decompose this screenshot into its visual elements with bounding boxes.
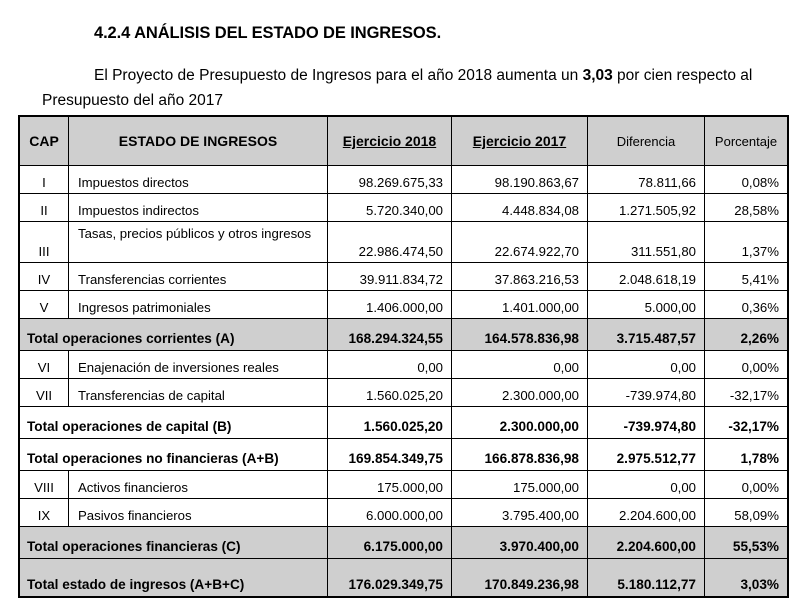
row-chapter-number: IX: [20, 499, 69, 527]
row-chapter-number: VII: [20, 379, 69, 407]
total-value-percentage: 2,26%: [705, 319, 788, 351]
row-value-percentage: 58,09%: [705, 499, 788, 527]
row-value-difference: -739.974,80: [588, 379, 705, 407]
row-description: Transferencias corrientes: [69, 263, 328, 291]
row-value-2018: 0,00: [328, 351, 452, 379]
table-row: [20, 291, 788, 319]
total-value-2018: 176.029.349,75: [328, 559, 452, 597]
row-value-2018: 98.269.675,33: [328, 166, 452, 194]
row-description: Impuestos indirectos: [69, 194, 328, 222]
row-value-percentage: 0,36%: [705, 291, 788, 319]
row-description: Impuestos directos: [69, 166, 328, 194]
total-value-2017: 170.849.236,98: [452, 559, 588, 597]
intro-text-part1: El Proyecto de Presupuesto de Ingresos para el año 2018 aumenta un: [94, 66, 583, 84]
row-value-2018: 175.000,00: [328, 471, 452, 499]
row-description: Enajenación de inversiones reales: [69, 351, 328, 379]
table-total-row: [20, 559, 788, 597]
column-header-year-2017-label: Ejercicio 2017: [472, 133, 567, 149]
table-total-row: [20, 319, 788, 351]
row-value-difference: 1.271.505,92: [588, 194, 705, 222]
row-value-2017: 1.401.000,00: [452, 291, 588, 319]
total-value-2017: 166.878.836,98: [452, 439, 588, 471]
table-total-row: [20, 439, 788, 471]
row-value-difference: 5.000,00: [588, 291, 705, 319]
row-chapter-number: V: [20, 291, 69, 319]
row-value-2018: 5.720.340,00: [328, 194, 452, 222]
total-row-label: Total operaciones no financieras (A+B): [20, 439, 328, 471]
row-chapter-number: VI: [20, 351, 69, 379]
total-value-2018: 168.294.324,55: [328, 319, 452, 351]
row-description: Ingresos patrimoniales: [69, 291, 328, 319]
row-description: Tasas, precios públicos y otros ingresos: [69, 222, 328, 263]
total-row-label: Total operaciones financieras (C): [20, 527, 328, 559]
table-row: [20, 263, 788, 291]
row-value-2017: 0,00: [452, 351, 588, 379]
table-total-row: [20, 527, 788, 559]
total-value-difference: 3.715.487,57: [588, 319, 705, 351]
row-value-difference: 0,00: [588, 471, 705, 499]
total-value-percentage: 3,03%: [705, 559, 788, 597]
total-value-percentage: -32,17%: [705, 407, 788, 439]
intro-paragraph: [42, 63, 770, 113]
row-value-2017: 2.300.000,00: [452, 379, 588, 407]
intro-highlight-value: 3,03: [582, 66, 613, 84]
column-header-cap: CAP: [20, 117, 69, 166]
row-value-2018: 39.911.834,72: [328, 263, 452, 291]
row-value-2018: 22.986.474,50: [328, 222, 452, 263]
table-row: [20, 471, 788, 499]
column-header-year-2018: [328, 117, 452, 166]
total-value-2017: 3.970.400,00: [452, 527, 588, 559]
row-description: Activos financieros: [69, 471, 328, 499]
row-value-percentage: 0,00%: [705, 471, 788, 499]
row-value-2017: 4.448.834,08: [452, 194, 588, 222]
row-value-difference: 311.551,80: [588, 222, 705, 263]
table-row: [20, 379, 788, 407]
income-statement-table: [19, 116, 788, 597]
table-row: [20, 499, 788, 527]
total-row-label: Total estado de ingresos (A+B+C): [20, 559, 328, 597]
row-value-percentage: -32,17%: [705, 379, 788, 407]
row-value-difference: 78.811,66: [588, 166, 705, 194]
row-value-2017: 175.000,00: [452, 471, 588, 499]
table-body: [20, 166, 788, 597]
row-value-2018: 1.560.025,20: [328, 379, 452, 407]
row-value-2018: 6.000.000,00: [328, 499, 452, 527]
row-description: Pasivos financieros: [69, 499, 328, 527]
table-header-row: [20, 117, 788, 166]
column-header-year-2017: [452, 117, 588, 166]
total-value-difference: 2.204.600,00: [588, 527, 705, 559]
row-description: Transferencias de capital: [69, 379, 328, 407]
row-value-percentage: 5,41%: [705, 263, 788, 291]
row-value-percentage: 0,08%: [705, 166, 788, 194]
table-total-row: [20, 407, 788, 439]
total-value-percentage: 1,78%: [705, 439, 788, 471]
row-value-percentage: 0,00%: [705, 351, 788, 379]
total-row-label: Total operaciones corrientes (A): [20, 319, 328, 351]
budget-table-container: [19, 116, 787, 597]
column-header-description: ESTADO DE INGRESOS: [69, 117, 328, 166]
row-chapter-number: III: [20, 222, 69, 263]
column-header-percentage: Porcentaje: [705, 117, 788, 166]
total-value-difference: -739.974,80: [588, 407, 705, 439]
total-value-difference: 5.180.112,77: [588, 559, 705, 597]
total-row-label: Total operaciones de capital (B): [20, 407, 328, 439]
row-value-difference: 2.204.600,00: [588, 499, 705, 527]
table-row: [20, 194, 788, 222]
total-value-2017: 164.578.836,98: [452, 319, 588, 351]
row-chapter-number: VIII: [20, 471, 69, 499]
row-value-2017: 37.863.216,53: [452, 263, 588, 291]
row-value-2018: 1.406.000,00: [328, 291, 452, 319]
intro-text-part2: por cien respecto al Presupuesto del año 2017: [42, 66, 753, 109]
total-value-2018: 169.854.349,75: [328, 439, 452, 471]
row-chapter-number: I: [20, 166, 69, 194]
table-row: [20, 351, 788, 379]
total-value-2018: 6.175.000,00: [328, 527, 452, 559]
row-value-percentage: 28,58%: [705, 194, 788, 222]
row-value-2017: 3.795.400,00: [452, 499, 588, 527]
row-chapter-number: IV: [20, 263, 69, 291]
total-value-2017: 2.300.000,00: [452, 407, 588, 439]
column-header-year-2018-label: Ejercicio 2018: [342, 133, 437, 149]
row-value-2017: 98.190.863,67: [452, 166, 588, 194]
total-value-percentage: 55,53%: [705, 527, 788, 559]
total-value-2018: 1.560.025,20: [328, 407, 452, 439]
total-value-difference: 2.975.512,77: [588, 439, 705, 471]
row-value-difference: 2.048.618,19: [588, 263, 705, 291]
column-header-difference: Diferencia: [588, 117, 705, 166]
table-row: [20, 222, 788, 263]
row-value-difference: 0,00: [588, 351, 705, 379]
row-value-percentage: 1,37%: [705, 222, 788, 263]
table-row: [20, 166, 788, 194]
row-value-2017: 22.674.922,70: [452, 222, 588, 263]
page-title: 4.2.4 ANÁLISIS DEL ESTADO DE INGRESOS.: [94, 24, 442, 43]
row-chapter-number: II: [20, 194, 69, 222]
